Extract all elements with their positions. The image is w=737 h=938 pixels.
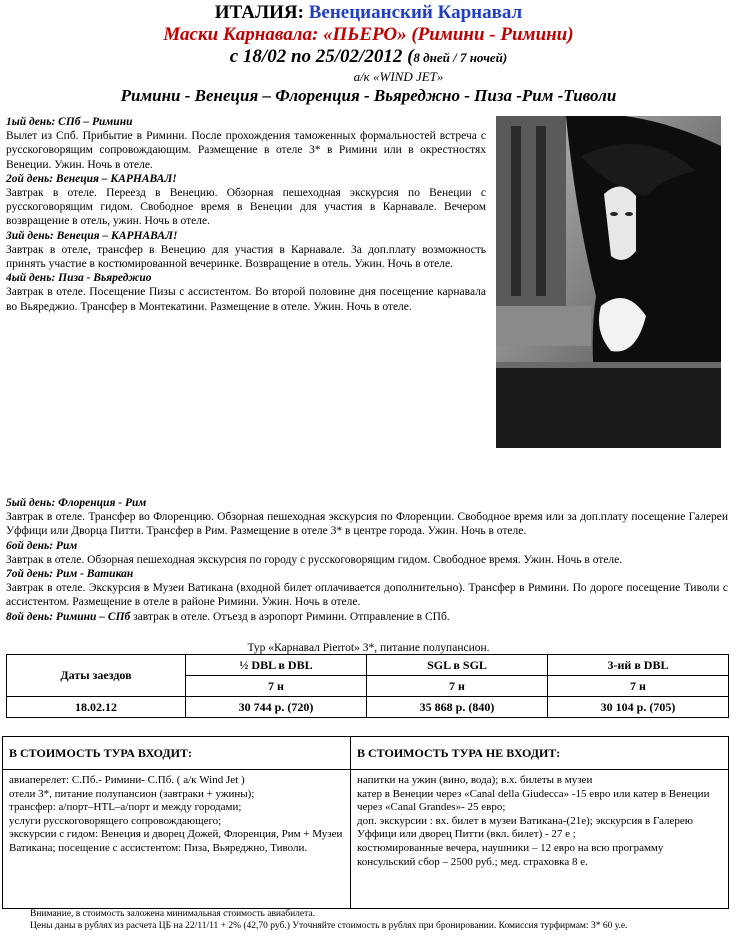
day-text: Завтрак в отеле, трансфер в Венецию для участия в Карнавале. За доп.плату возможность принять участие в костюмированной вечеринке. Возвращение в отель. Ужин. Ночь в отеле. xyxy=(6,243,486,271)
list-item: трансфер: а/порт–HTL–а/порт и между городами; xyxy=(9,801,242,814)
carnival-mask-image xyxy=(496,116,721,448)
day-title: 6ой день: Рим xyxy=(6,539,78,552)
day-block xyxy=(6,229,486,272)
day-title: 4ый день: Пиза - Вьяреджио xyxy=(6,272,152,285)
list-item: экскурсии с гидом: Венеция и дворец Дожей, Флоренция, Рим + Музеи Ватикана; посещение с ассистентом: Пиза, Вьяреджно, Тиволи. xyxy=(9,828,343,854)
list-item: консульский сбор – 2500 руб.; мед. страховка 8 е. xyxy=(357,855,588,868)
row-sgl-price: 35 868 р. (840) xyxy=(367,697,548,718)
table-row xyxy=(7,697,729,718)
table-header-row xyxy=(7,655,729,676)
dates-text: с 18/02 по 25/02/2012 ( xyxy=(229,46,414,67)
event-name: Венецианский Карнавал xyxy=(308,2,523,23)
list-item: авиаперелет: С.Пб.- Римини- С.Пб. ( а/к Wind Jet ) xyxy=(9,774,245,786)
excluded-title: В СТОИМОСТЬ ТУРА НЕ ВХОДИТ: xyxy=(351,737,729,770)
note-line: Внимание, в стоимость заложена минимальная стоимость авиабилета. xyxy=(30,909,315,919)
list-item: напитки на ужин (вино, вода); в.х. билеты в музеи xyxy=(357,774,593,786)
included-title: В СТОИМОСТЬ ТУРА ВХОДИТ: xyxy=(3,737,351,770)
nights-cell: 7 н xyxy=(367,676,548,697)
list-item: катер в Венеции через «Canal della Giudecca» -15 евро или катер в Венеции через «Canal Grandes»- 25 евро; xyxy=(357,787,710,814)
nights-cell: 7 н xyxy=(548,676,729,697)
day-text: Вылет из Спб. Прибытие в Римини. После прохождения таможенных формальностей встреча с русскоговорящим сопровождающим. Размещение в отеле 3* в Римини или в окрестностях Венеции. Ужин. Ночь в отеле. xyxy=(6,130,486,171)
list-item: костюмированные вечера, наушники – 12 евро на всю программу xyxy=(357,841,664,854)
header-dbl: ½ DBL в DBL xyxy=(186,655,367,676)
day-block xyxy=(6,115,486,172)
airline: а/к «WIND JET» xyxy=(353,69,444,84)
nights-cell: 7 н xyxy=(186,676,367,697)
route: Римини - Венеция – Флоренция - Вьяреджно - Пиза -Рим -Тиволи xyxy=(120,86,617,105)
day-block xyxy=(6,567,728,610)
day-block xyxy=(6,610,728,624)
day-text: Завтрак в отеле. Трансфер во Флоренцию. Обзорная пешеходная экскурсия по Флоренции. Свободное время или за доп.плату посещение Галереи Уффици или Дворца Питти. Трансфер в Рим. Размещение в отеле 3* в центре города. Ужин. Ночь в отеле. xyxy=(6,511,728,538)
tour-subtitle: Маски Карнавала: «ПЬЕРО» (Римини - Римини) xyxy=(163,24,574,45)
day-block xyxy=(6,271,486,314)
tour-dates xyxy=(0,46,737,69)
day-title: 2ой день: Венеция – КАРНАВАЛ! xyxy=(6,172,177,185)
day-text: завтрак в отеле. Отъезд в аэропорт Римини. Отправление в СПб. xyxy=(130,610,450,623)
day-block xyxy=(6,496,728,539)
list-item: отели 3*, питание полупансион (завтраки + ужины); xyxy=(9,787,255,800)
day-title: 3ий день: Венеция – КАРНАВАЛ! xyxy=(6,229,178,242)
price-table-caption: Тур «Карнавал Pierrot» 3*, питание полупансион. xyxy=(247,642,490,654)
country-label: ИТАЛИЯ: xyxy=(214,2,304,23)
day-text: Завтрак в отеле. Обзорная пешеходная экскурсия по городу с русскоговорящим гидом. Свободное время. Ужин. Ночь в отеле. xyxy=(6,553,623,566)
itinerary-part-2 xyxy=(6,496,728,624)
header xyxy=(0,2,737,107)
day-block xyxy=(6,539,728,567)
excluded-list xyxy=(351,770,729,909)
list-item: услуги русскоговорящего сопровождающего; xyxy=(9,814,222,827)
day-title: 7ой день: Рим - Ватикан xyxy=(6,568,134,581)
footnotes xyxy=(30,908,627,932)
itinerary-part-1 xyxy=(6,115,486,314)
row-third-price: 30 104 р. (705) xyxy=(548,697,729,718)
note-line: Цены даны в рублях из расчета ЦБ на 22/11/11 + 2% (42,70 руб.) Уточняйте стоимость в рублях при бронировании. Комиссия турфирмам: 3* 60 у.е. xyxy=(30,921,628,931)
day-title: 1ый день: СПб – Римини xyxy=(6,116,133,128)
included-list xyxy=(3,770,351,909)
header-third: 3-ий в DBL xyxy=(548,655,729,676)
day-text: Завтрак в отеле. Переезд в Венецию. Обзорная пешеходная экскурсия по Венеции с русскоговорящим гидом. Свободное время в Венеции для участия в Карнавале. Вечером возвращение в отель, ужин. Ночь в отеле. xyxy=(6,187,486,228)
header-dates: Даты заездов xyxy=(7,655,186,697)
carnival-mask-photo xyxy=(496,116,721,448)
price-table xyxy=(6,654,729,718)
day-title: 5ый день: Флоренция - Рим xyxy=(6,497,147,509)
inclusions-table xyxy=(2,736,729,909)
day-block xyxy=(6,172,486,229)
header-sgl: SGL в SGL xyxy=(367,655,548,676)
day-text: Завтрак в отеле. Посещение Пизы с ассистентом. Во второй половине дня посещение карнавала во Вьяреджио. Трансфер в Монтекатини. Размещение в отеле. Ужин. Ночь в отеле. xyxy=(6,286,486,313)
duration-text: 8 дней / 7 ночей) xyxy=(413,50,508,65)
row-date: 18.02.12 xyxy=(7,697,186,718)
day-text: Завтрак в отеле. Экскурсия в Музеи Ватикана (входной билет оплачивается дополнительно). Трансфер в Римини. По дороге посещение Тиволи с ассистентом. Размещение в отеле в районе Римини. Ужин. Ночь в отеле. xyxy=(6,582,728,609)
page-title xyxy=(0,2,737,24)
day-title: 8ой день: Римини – СПб xyxy=(6,610,131,623)
list-item: доп. экскурсии : вх. билет в музеи Ватикана-(21е); экскурсия в Галерею Уффици или дворец Питти (вкл. билет) - 27 е ; xyxy=(357,814,693,841)
row-dbl-price: 30 744 р. (720) xyxy=(186,697,367,718)
